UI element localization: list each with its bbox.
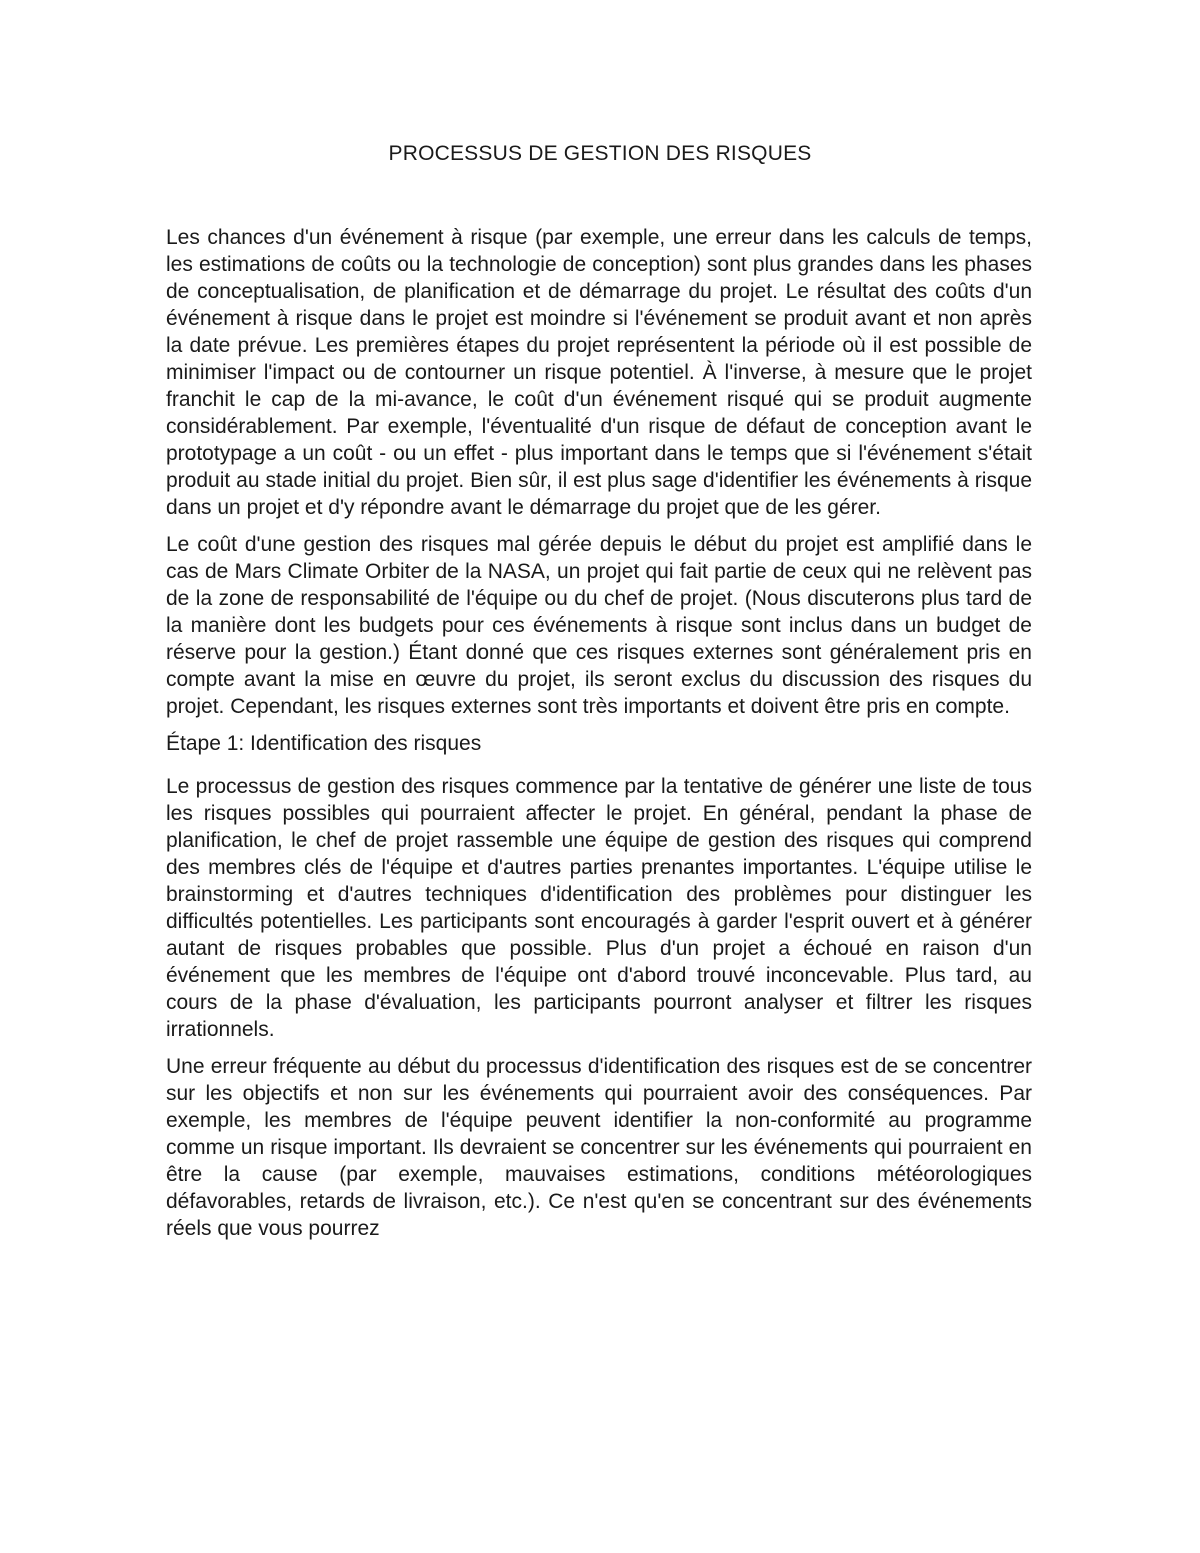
paragraph-identification: Le processus de gestion des risques commence par la tentative de générer une liste de tous les risques possibles qui pourraient affecter le projet. En général, pendant la phase de planification, le chef de projet rassemble une équipe de gestion des risques qui comprend des membres clés de l'équipe et d'autres parties prenantes importantes. L'équipe utilise le brainstorming et d'autres techniques d'identification des problèmes pour distinguer les difficultés potentielles. Les participants sont encouragés à garder l'esprit ouvert et à générer autant de risques probables que possible. Plus d'un projet a échoué en raison d'un événement que les membres de l'équipe ont d'abord trouvé inconcevable. Plus tard, au cours de la phase d'évaluation, les participants pourront analyser et filtrer les risques irrationnels. [166,775,1032,1041]
paragraph-common-error: Une erreur fréquente au début du processus d'identification des risques est de se concentrer sur les objectifs et non sur les événements qui pourraient avoir des conséquences. Par exemple, les membres de l'équipe peuvent identifier la non-conformité au programme comme un risque important. Ils devraient se concentrer sur les événements qui pourraient en être la cause (par exemple, mauvaises estimations, conditions météorologiques défavorables, retards de livraison, etc.). Ce n'est qu'en se concentrant sur des événements réels que vous pourrez [166,1055,1032,1240]
section-heading: Étape 1: Identification des risques [166,732,482,755]
document-title: PROCESSUS DE GESTION DES RISQUES [388,142,812,165]
document-body [166,224,1032,1252]
paragraph-external-risks: Le coût d'une gestion des risques mal gérée depuis le début du projet est amplifié dans le cas de Mars Climate Orbiter de la NASA, un projet qui fait partie de ceux qui ne relèvent pas de la zone de responsabilité de l'équipe ou du chef de projet. (Nous discuterons plus tard de la manière dont les budgets pour ces événements à risque sont inclus dans un budget de réserve pour la gestion.) Étant donné que ces risques externes sont généralement pris en compte avant la mise en œuvre du projet, ils seront exclus du discussion des risques du projet. Cependant, les risques externes sont très importants et doivent être pris en compte. [166,533,1032,718]
paragraph-intro: Les chances d'un événement à risque (par exemple, une erreur dans les calculs de temps, les estimations de coûts ou la technologie de conception) sont plus grandes dans les phases de conceptualisation, de planification et de démarrage du projet. Le résultat des coûts d'un événement à risque dans le projet est moindre si l'événement se produit avant et non après la date prévue. Les premières étapes du projet représentent la période où il est possible de minimiser l'impact ou de contourner un risque potentiel. À l'inverse, à mesure que le projet franchit le cap de la mi-avance, le coût d'un événement risqué qui se produit augmente considérablement. Par exemple, l'éventualité d'un risque de défaut de conception avant le prototypage a un coût - ou un effet - plus important dans le temps que si l'événement s'était produit au stade initial du projet. Bien sûr, il est plus sage d'identifier les événements à risque dans un projet et d'y répondre avant le démarrage du projet que de les gérer. [166,226,1032,519]
